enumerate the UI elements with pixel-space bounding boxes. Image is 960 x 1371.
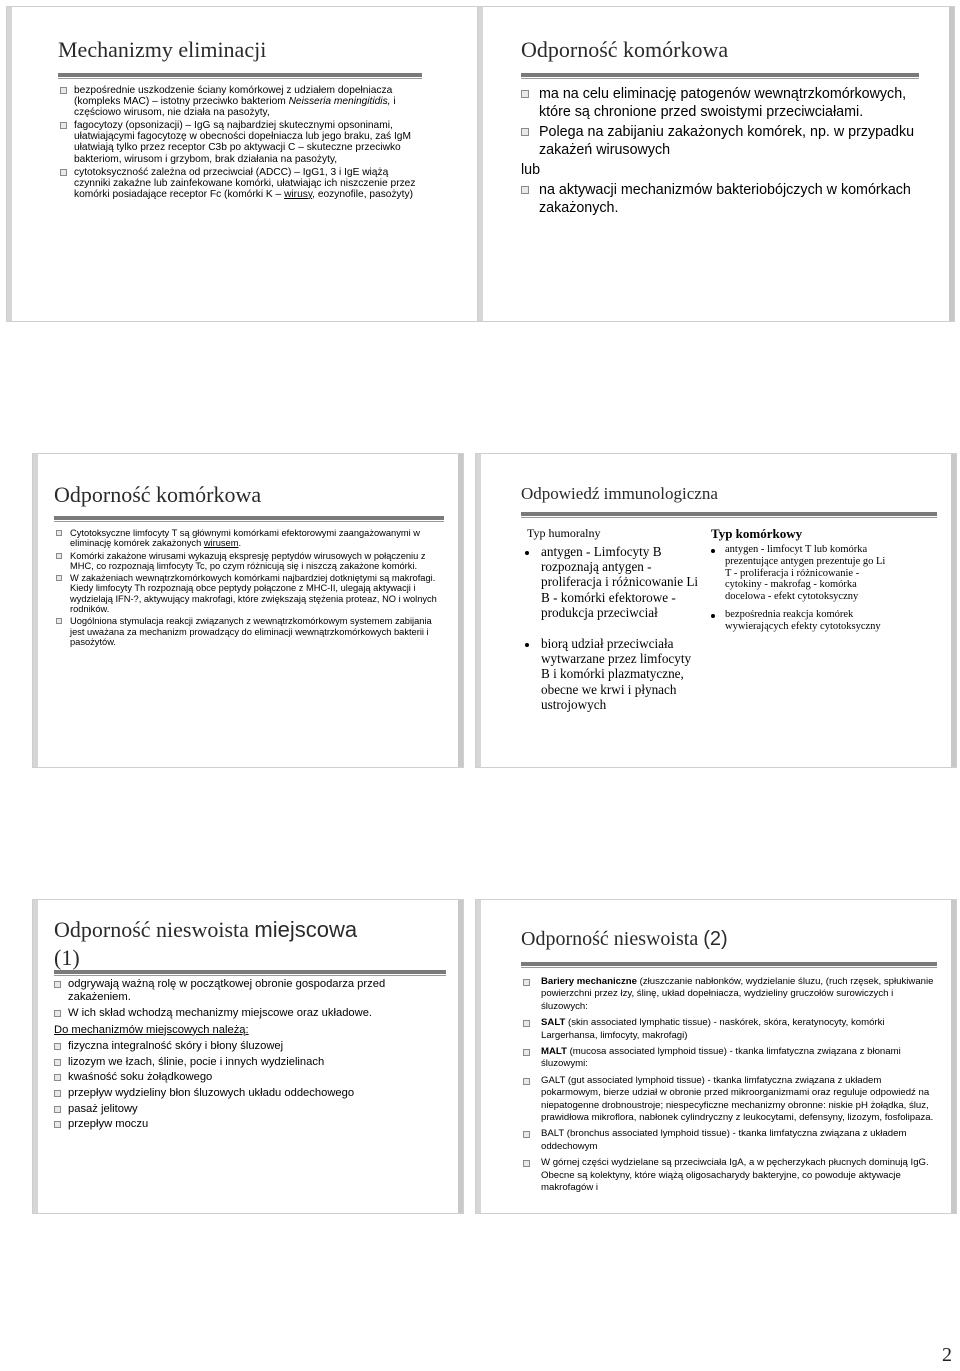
lub-text: lub	[521, 162, 541, 178]
list-item: Komórki zakażone wirusami wykazują ekspresję peptydów wirusowych w połączeniu z MHC, co rozpoznają limfocyty Tc, po czym różnicują się i niszczą zakażone komórki.	[56, 551, 440, 572]
list-item: SALT (skin associated lymphatic tissue) - naskórek, skóra, keratynocyty, komórki Largerhansa, limfocyty, makrofagi)	[523, 1017, 937, 1042]
list-item: Uogólniona stymulacja reakcji związanych z wewnątrzkomórkowym systemem zabijania jest uważana za mechanizm prowadzący do eliminacji wewnątrzkomórkowych bakterii i pasożytów.	[56, 616, 440, 647]
square-bullet-icon	[521, 128, 529, 136]
list-item: pasaż jelitowy	[54, 1103, 442, 1116]
square-bullet-icon	[54, 1059, 61, 1066]
square-bullet-icon	[523, 1131, 530, 1138]
bullet-dot-icon	[525, 551, 529, 555]
square-bullet-icon	[56, 530, 62, 536]
square-bullet-icon	[54, 1090, 61, 1097]
list-item: fagocytozy (opsonizacji) – IgG są najbardziej skutecznymi opsoninami, ułatwiającymi fagocytozę w obecności dopełniacza lub jego braku, zaś IgM ułatwiają tylko przez receptor C3b po aktywacji C – skuteczne przeciwko bakteriom, wirusom i grzybom, brak działania na pasożyty,	[60, 120, 418, 164]
square-bullet-icon	[54, 981, 61, 988]
title-rule	[58, 73, 422, 77]
list-item: kwaśność soku żołądkowego	[54, 1071, 442, 1084]
bullet-list	[521, 181, 925, 217]
square-bullet-icon	[523, 1160, 530, 1167]
bullet-list	[709, 544, 889, 633]
list-item: ma na celu eliminację patogenów wewnątrzkomórkowych, które są chronione przed swoistymi przeciwciałami.	[521, 85, 925, 121]
slide-title: Odporność nieswoista miejscowa (1)	[54, 917, 358, 970]
list-item: biorą udział przeciwciała wytwarzane przez limfocyty B i komórki plazmatyczne, obecne we krwi i płynach ustrojowych	[523, 636, 703, 712]
square-bullet-icon	[523, 979, 530, 986]
list-item: fizyczna integralność skóry i błony śluzowej	[54, 1040, 442, 1053]
title-rule	[521, 512, 937, 516]
slide-body	[521, 85, 925, 217]
square-bullet-icon	[54, 1121, 61, 1128]
slide-title: Mechanizmy eliminacji	[58, 37, 267, 62]
square-bullet-icon	[54, 1043, 61, 1050]
list-item: W zakażeniach wewnątrzkomórkowych komórkami najbardziej dotkniętymi są makrofagi. Kiedy limfocyty Th rozpoznają obce peptydy połączone z MHC-II, ulegają aktywacji i wydzielają IFN-?, aktywujący makrofagi, które zwiększają stężenia proteaz, NO i wolnych rodników.	[56, 573, 440, 614]
title-rule	[54, 516, 444, 520]
square-bullet-icon	[56, 575, 62, 581]
square-bullet-icon	[523, 1020, 530, 1027]
bullet-dot-icon	[711, 614, 715, 618]
square-bullet-icon	[54, 1106, 61, 1113]
slide-odpornosc-nieswoista-1	[32, 899, 464, 1214]
list-item: cytotoksyczność zależna od przeciwciał (ADCC) – IgG1, 3 i IgE wiążą czynniki zakaźne lub zainfekowane komórki, ułatwiając ich niszczenie przez komórki posiadające receptor Fc (komórki K – wirusy, eozynofile, pasożyty)	[60, 167, 418, 200]
list-item: GALT (gut associated lymphoid tissue) - tkanka limfatyczna związana z układem pokarmowym, bierze udział w obronie przed mikroorganizmami oraz reguluje odpowiedź na niepatogenne drobnoustroje; niespecyficzne mechanizmy obronne: niskie pH żołądka, śluz, prawidłowa mikroflora, nabłonek cylindryczny z leukocytami, defensyny, lizozym, fosfolipaza.	[523, 1075, 937, 1125]
humoral-column	[523, 526, 703, 712]
slide-title: Odporność komórkowa	[54, 482, 262, 507]
bullet-dot-icon	[711, 549, 715, 553]
cellular-column	[709, 526, 889, 633]
slide-title: Odporność nieswoista (2)	[521, 928, 728, 950]
list-item: bezpośrednie uszkodzenie ściany komórkowej z udziałem dopełniacza (kompleks MAC) – istotny przeciwko bakteriom Neisseria meningitidis, i częściowo wirusom, nie działa na pasożyty,	[60, 85, 418, 118]
slide-odpornosc-nieswoista-2	[475, 899, 957, 1214]
list-item: przepływ moczu	[54, 1118, 442, 1131]
bullet-list	[521, 85, 925, 159]
bullet-list	[60, 85, 418, 200]
square-bullet-icon	[60, 122, 67, 129]
bullet-list	[523, 976, 937, 1195]
slide-odpornosc-komorkowa-2	[32, 453, 464, 768]
list-item: Cytotoksyczne limfocyty T są głównymi komórkami efektorowymi zaangażowanymi w eliminację komórek zakażonych wirusem.	[56, 528, 440, 549]
square-bullet-icon	[523, 1078, 530, 1085]
slide-title: Odporność komórkowa	[521, 37, 729, 62]
title-rule	[521, 73, 919, 77]
square-bullet-icon	[521, 90, 529, 98]
square-bullet-icon	[54, 1010, 61, 1017]
square-bullet-icon	[60, 87, 67, 94]
list-item: lizozym we łzach, ślinie, pocie i innych wydzielinach	[54, 1056, 442, 1069]
list-item: Polega na zabijaniu zakażonych komórek, np. w przypadku zakażeń wirusowych	[521, 123, 925, 159]
slide-mechanizmy-eliminacji	[6, 6, 484, 322]
list-item: W ich skład wchodzą mechanizmy miejscowe oraz układowe.	[54, 1007, 442, 1020]
column-header: Typ humoralny	[527, 526, 601, 540]
list-item: W górnej części wydzielane są przeciwciała IgA, a w pęcherzykach płucnych dominują IgG. Obecne są kolektyny, które wiążą oligosacharydy bakteryjne, co powoduje aktywacje makrofagów i	[523, 1157, 937, 1194]
list-item: Bariery mechaniczne (złuszczanie nabłonków, wydzielanie śluzu, (ruch rzęsek, spłukiwanie powierzchni przez łzy, ślinę, układ dopełniacza, wydzieliny gruczołów surowiczych i śluzowych:	[523, 976, 937, 1013]
column-header: Typ komórkowy	[711, 526, 803, 541]
list-item: na aktywacji mechanizmów bakteriobójczych w komórkach zakażonych.	[521, 181, 925, 217]
bullet-list	[56, 528, 440, 647]
square-bullet-icon	[56, 618, 62, 624]
square-bullet-icon	[523, 1049, 530, 1056]
list-item: antygen - Limfocyty B rozpoznają antygen - proliferacja i różnicowanie Li B - komórki efektorowe - produkcja przeciwciał	[523, 544, 703, 620]
subheading: Do mechanizmów miejscowych należą:	[54, 1023, 249, 1036]
bullet-dot-icon	[525, 643, 529, 647]
square-bullet-icon	[54, 1074, 61, 1081]
list-item: MALT (mucosa associated lymphoid tissue) - tkanka limfatyczna związana z błonami śluzowymi:	[523, 1046, 937, 1071]
square-bullet-icon	[521, 186, 529, 194]
square-bullet-icon	[56, 553, 62, 559]
list-item: przepływ wydzieliny błon śluzowych układu oddechowego	[54, 1087, 442, 1100]
title-rule	[54, 970, 446, 974]
list-item: BALT (bronchus associated lymphoid tissue) - tkanka limfatyczna związana z układem oddechowym	[523, 1128, 937, 1153]
page-number: 2	[942, 1344, 952, 1366]
bullet-list	[523, 544, 703, 712]
bullet-list	[54, 1040, 442, 1132]
square-bullet-icon	[60, 169, 67, 176]
slide-title: Odpowiedź immunologiczna	[521, 484, 718, 503]
slide-odpornosc-komorkowa-1	[477, 6, 955, 322]
slide-body	[54, 978, 442, 1132]
list-item: bezpośrednia reakcja komórek wywierających efekty cytotoksyczny	[709, 609, 889, 633]
bullet-list	[54, 978, 442, 1021]
title-rule	[521, 962, 937, 966]
list-item: antygen - limfocyt T lub komórka prezentujące antygen prezentuje go Li T - proliferacja i różnicowanie - cytokiny - makrofag - komórka docelowa - efekt cytotoksyczny	[709, 544, 889, 603]
slide-odpowiedz-immunologiczna	[475, 453, 957, 768]
list-item: odgrywają ważną rolę w początkowej obronie gospodarza przed zakażeniem.	[54, 978, 442, 1004]
